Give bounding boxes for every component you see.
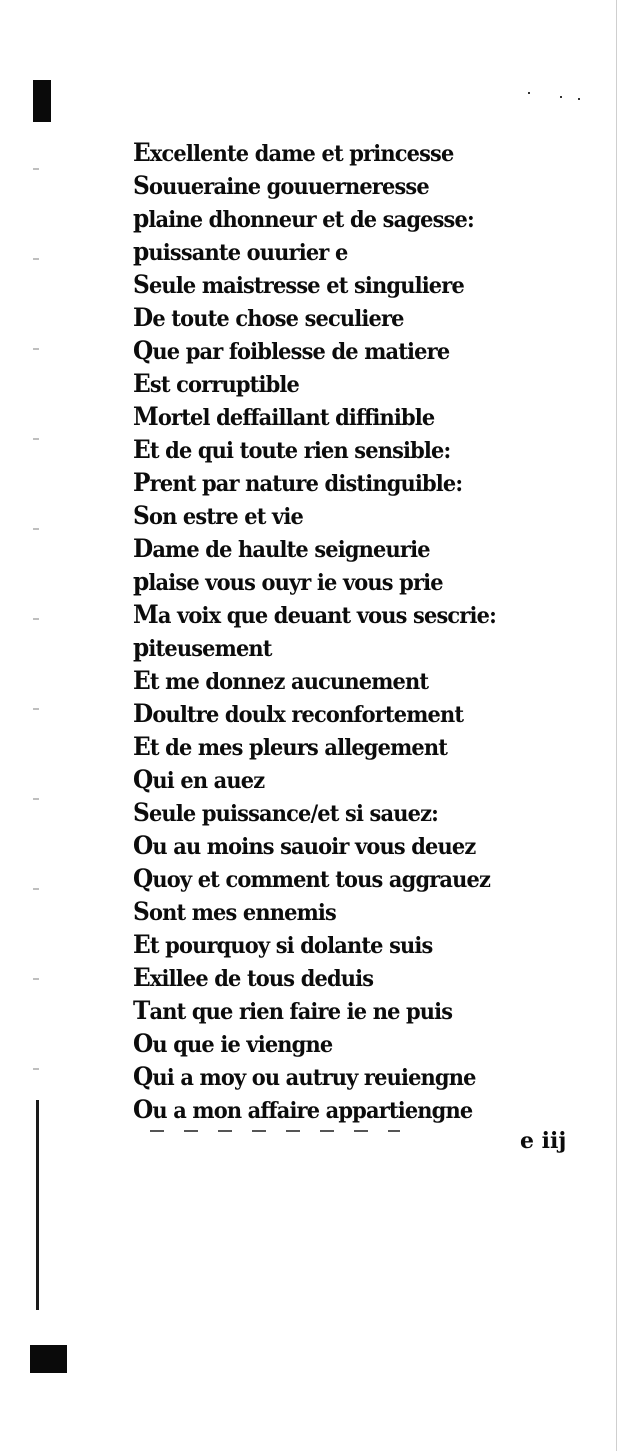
verse-line: Et pourquoy si dolante suis [133, 930, 433, 959]
verse-line: Doultre doulx reconfortement [133, 699, 464, 728]
gutter-line [36, 1100, 39, 1310]
verse-line: Et de qui toute rien sensible: [133, 435, 451, 464]
page-edge-block [30, 1345, 67, 1373]
verse-line: Quoy et comment tous aggrauez [133, 864, 491, 893]
page-edge-mark [33, 80, 51, 122]
verse-line: Ou au moins sauoir vous deuez [133, 831, 476, 860]
speck [578, 98, 580, 100]
verse-line: Souueraine gouuerneresse [133, 171, 429, 200]
verse-text [133, 136, 593, 1126]
signature-mark: e iij [520, 1128, 567, 1154]
verse-line: Seule maistresse et singuliere [133, 270, 464, 299]
verse-line: Son estre et vie [133, 501, 303, 530]
verse-line: Et me donnez aucunement [133, 666, 429, 695]
verse-line: Tant que rien faire ie ne puis [133, 996, 453, 1025]
verse-line: Dame de haulte seigneurie [133, 534, 430, 563]
verse-line: Est corruptible [133, 369, 300, 398]
gutter-specks [33, 130, 39, 1100]
speck [560, 96, 562, 98]
verse-line: Et de mes pleurs allegement [133, 732, 448, 761]
verse-line: piteusement [133, 633, 272, 662]
verse-line: Ou a mon affaire appartiengne [133, 1095, 473, 1124]
verse-line: Ma voix que deuant vous sescrie: [133, 600, 496, 629]
verse-line: Exillee de tous deduis [133, 963, 374, 992]
verse-line: Seule puissance/et si sauez: [133, 798, 439, 827]
footer-rule [150, 1130, 400, 1132]
verse-line: Excellente dame et princesse [133, 138, 454, 167]
verse-line: Mortel deffaillant diffinible [133, 402, 435, 431]
verse-line: plaine dhonneur et de sagesse: [133, 204, 474, 233]
verse-line: Sont mes ennemis [133, 897, 336, 926]
verse-line: Qui a moy ou autruy reuiengne [133, 1062, 476, 1091]
speck [528, 92, 530, 94]
verse-line: Prent par nature distinguible: [133, 468, 463, 497]
verse-line: plaise vous ouyr ie vous prie [133, 567, 443, 596]
verse-line: Qui en auez [133, 765, 265, 794]
verse-line: puissante ouurier e [133, 237, 348, 266]
verse-line: De toute chose seculiere [133, 303, 404, 332]
verse-line: Que par foiblesse de matiere [133, 336, 450, 365]
verse-line: Ou que ie viengne [133, 1029, 333, 1058]
